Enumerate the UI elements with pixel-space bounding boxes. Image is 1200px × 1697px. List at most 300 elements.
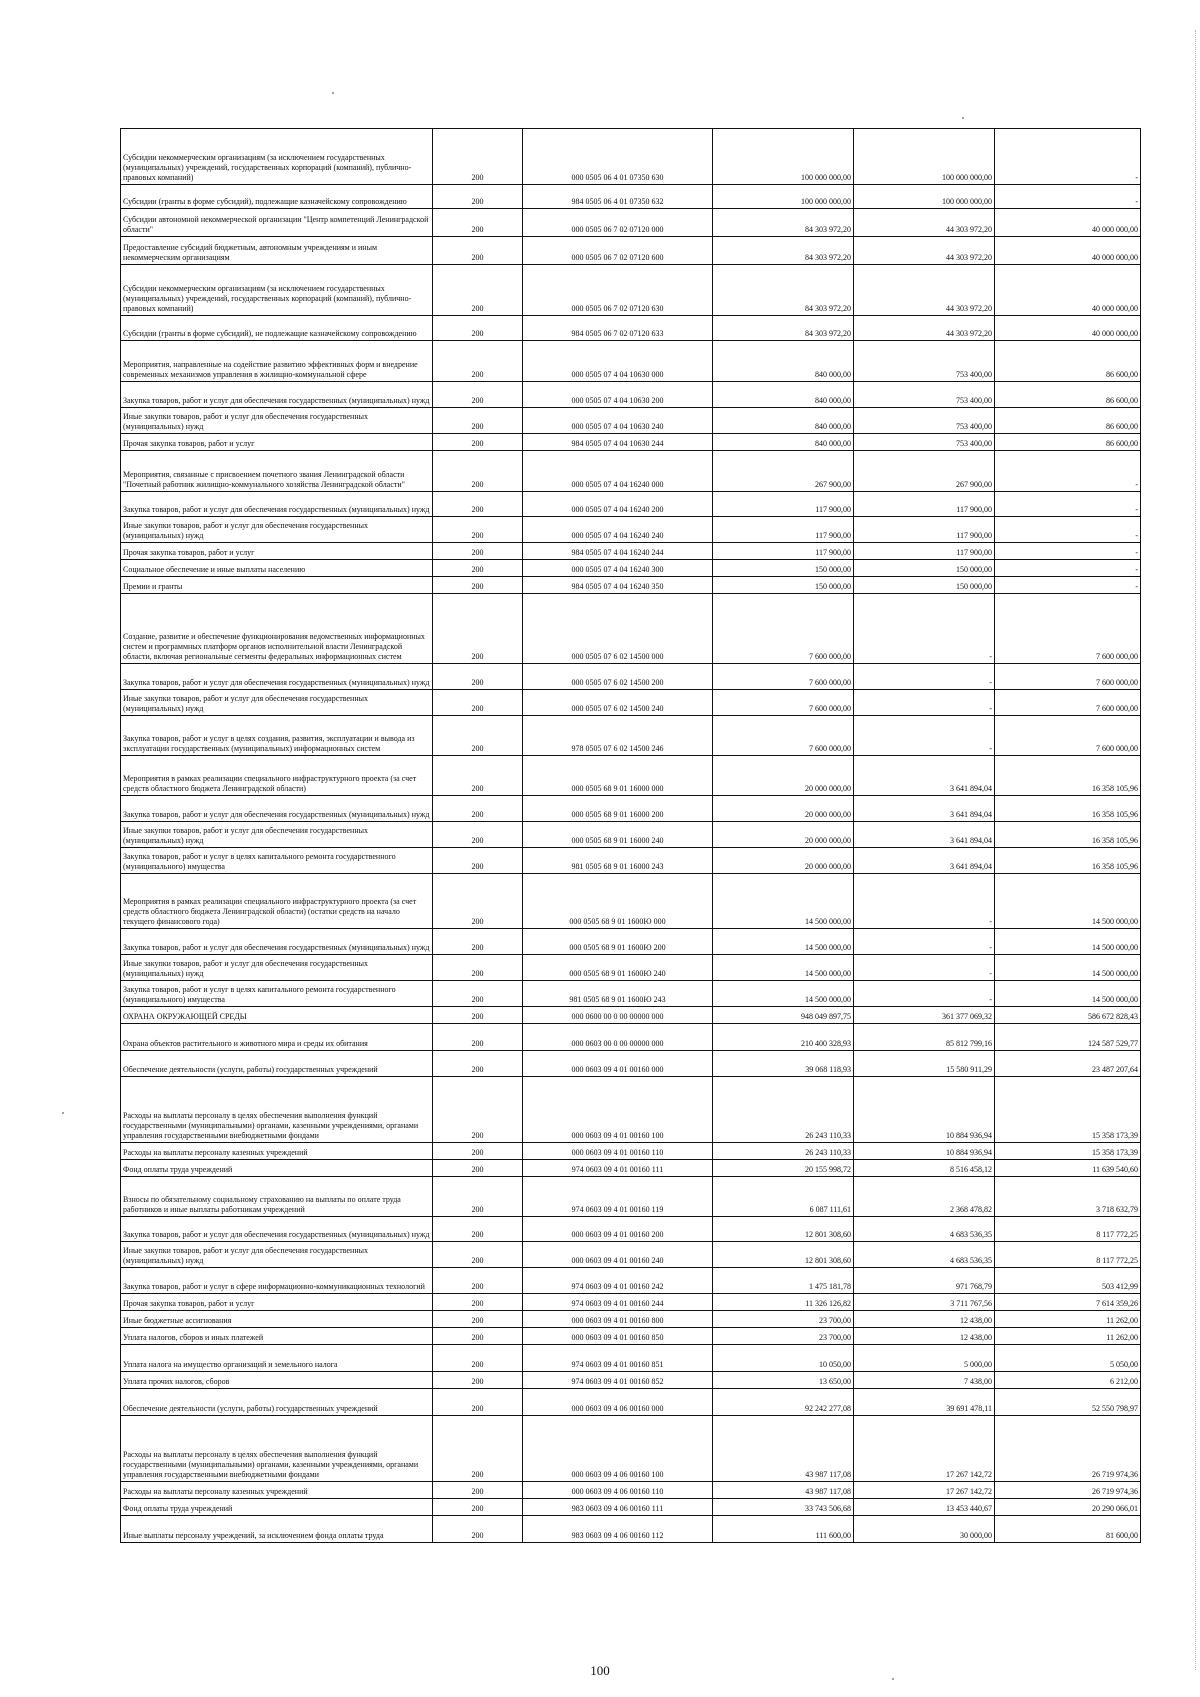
table-row (121, 1416, 1141, 1482)
table-body (121, 129, 1141, 1543)
row-unexecuted-amount-cell: - (995, 560, 1141, 577)
row-unexecuted-amount-cell: 8 117 772,25 (995, 1242, 1141, 1268)
row-executed-amount-cell: 8 516 458,12 (854, 1160, 995, 1177)
row-approved-amount-cell: 84 303 972,20 (713, 237, 854, 265)
row-classification-code-cell: 000 0603 09 4 06 00160 000 (523, 1389, 713, 1416)
table-row (121, 1294, 1141, 1311)
row-classification-code-cell: 000 0505 07 4 04 16240 300 (523, 560, 713, 577)
row-unexecuted-amount-cell: 81 600,00 (995, 1516, 1141, 1543)
row-name-cell: Иные закупки товаров, работ и услуг для обеспечения государственных (муниципальных) нужд (121, 955, 433, 981)
row-classification-code-cell: 981 0505 68 9 01 1600Ю 243 (523, 981, 713, 1007)
row-name-cell: Мероприятия в рамках реализации специального инфраструктурного проекта (за счет средств областного бюджета Ленинградской области) (остатки средств на начало текущего финансового года) (121, 874, 433, 929)
row-approved-amount-cell: 12 801 308,60 (713, 1217, 854, 1242)
row-executed-amount-cell: 17 267 142,72 (854, 1416, 995, 1482)
row-approved-amount-cell: 39 068 118,93 (713, 1051, 854, 1077)
row-line-code-cell: 200 (433, 451, 523, 492)
budget-execution-table (120, 128, 1141, 1543)
row-executed-amount-cell: 12 438,00 (854, 1328, 995, 1345)
row-name-cell: Мероприятия в рамках реализации специального инфраструктурного проекта (за счет средств областного бюджета Ленинградской области) (121, 756, 433, 796)
page-number: 100 (590, 1663, 610, 1678)
row-unexecuted-amount-cell: 503 412,99 (995, 1268, 1141, 1294)
row-executed-amount-cell: 85 812 799,16 (854, 1024, 995, 1051)
row-unexecuted-amount-cell: 40 000 000,00 (995, 265, 1141, 316)
row-classification-code-cell: 000 0603 09 4 06 00160 100 (523, 1416, 713, 1482)
row-name-cell: Закупка товаров, работ и услуг для обеспечения государственных (муниципальных) нужд (121, 382, 433, 408)
row-unexecuted-amount-cell: 16 358 105,96 (995, 756, 1141, 796)
row-name-cell: Иные закупки товаров, работ и услуг для обеспечения государственных (муниципальных) нужд (121, 1242, 433, 1268)
row-executed-amount-cell: - (854, 690, 995, 716)
row-line-code-cell: 200 (433, 874, 523, 929)
row-classification-code-cell: 000 0505 07 4 04 16240 000 (523, 451, 713, 492)
row-classification-code-cell: 974 0603 09 4 01 00160 119 (523, 1177, 713, 1217)
table-row (121, 341, 1141, 382)
table-row (121, 543, 1141, 560)
row-unexecuted-amount-cell: 7 614 359,26 (995, 1294, 1141, 1311)
row-classification-code-cell: 974 0603 09 4 01 00160 852 (523, 1372, 713, 1389)
table-row (121, 517, 1141, 543)
row-unexecuted-amount-cell: 23 487 207,64 (995, 1051, 1141, 1077)
row-name-cell: Социальное обеспечение и иные выплаты населению (121, 560, 433, 577)
row-approved-amount-cell: 267 900,00 (713, 451, 854, 492)
row-approved-amount-cell: 7 600 000,00 (713, 716, 854, 756)
row-line-code-cell: 200 (433, 1389, 523, 1416)
row-approved-amount-cell: 11 326 126,82 (713, 1294, 854, 1311)
row-classification-code-cell: 984 0505 07 4 04 16240 244 (523, 543, 713, 560)
row-classification-code-cell: 984 0505 06 7 02 07120 633 (523, 316, 713, 341)
row-name-cell: Закупка товаров, работ и услуг в сфере информационно-коммуникационных технологий (121, 1268, 433, 1294)
row-name-cell: Расходы на выплаты персоналу в целях обеспечения выполнения функций государственными (муниципальными) органами, казенными учреждениями, органами управления государственными внебюджетными фондами (121, 1416, 433, 1482)
row-unexecuted-amount-cell: - (995, 129, 1141, 185)
row-executed-amount-cell: 44 303 972,20 (854, 316, 995, 341)
row-line-code-cell: 200 (433, 265, 523, 316)
row-line-code-cell: 200 (433, 1516, 523, 1543)
row-unexecuted-amount-cell: 7 600 000,00 (995, 594, 1141, 664)
row-approved-amount-cell: 20 000 000,00 (713, 756, 854, 796)
row-line-code-cell: 200 (433, 1024, 523, 1051)
row-name-cell: ОХРАНА ОКРУЖАЮЩЕЙ СРЕДЫ (121, 1007, 433, 1024)
table-row (121, 265, 1141, 316)
row-executed-amount-cell: 3 641 894,04 (854, 756, 995, 796)
row-name-cell: Иные выплаты персоналу учреждений, за исключением фонда оплаты труда (121, 1516, 433, 1543)
row-name-cell: Субсидии некоммерческим организациям (за исключением государственных (муниципальных) учреждений, государственных корпораций (компаний), публично-правовых компаний) (121, 129, 433, 185)
row-classification-code-cell: 984 0505 07 4 04 16240 350 (523, 577, 713, 594)
row-classification-code-cell: 983 0603 09 4 06 00160 112 (523, 1516, 713, 1543)
row-line-code-cell: 200 (433, 796, 523, 822)
row-name-cell: Премии и гранты (121, 577, 433, 594)
row-line-code-cell: 200 (433, 1328, 523, 1345)
row-approved-amount-cell: 7 600 000,00 (713, 594, 854, 664)
row-approved-amount-cell: 840 000,00 (713, 382, 854, 408)
row-name-cell: Фонд оплаты труда учреждений (121, 1160, 433, 1177)
table-row (121, 1328, 1141, 1345)
row-name-cell: Предоставление субсидий бюджетным, автономным учреждениям и иным некоммерческим организациям (121, 237, 433, 265)
row-approved-amount-cell: 14 500 000,00 (713, 929, 854, 955)
table-row (121, 756, 1141, 796)
scan-speck (962, 117, 964, 119)
row-name-cell: Мероприятия, связанные с присвоением почетного звания Ленинградской области "Почетный работник жилищно-коммунального хозяйства Ленинградской области" (121, 451, 433, 492)
table-row (121, 929, 1141, 955)
row-line-code-cell: 200 (433, 1345, 523, 1372)
row-unexecuted-amount-cell: 86 600,00 (995, 382, 1141, 408)
row-line-code-cell: 200 (433, 690, 523, 716)
row-name-cell: Расходы на выплаты персоналу казенных учреждений (121, 1482, 433, 1499)
row-unexecuted-amount-cell: - (995, 517, 1141, 543)
row-classification-code-cell: 000 0505 06 7 02 07120 600 (523, 237, 713, 265)
table-row (121, 434, 1141, 451)
row-name-cell: Закупка товаров, работ и услуг для обеспечения государственных (муниципальных) нужд (121, 796, 433, 822)
row-approved-amount-cell: 100 000 000,00 (713, 185, 854, 209)
row-classification-code-cell: 000 0600 00 0 00 00000 000 (523, 1007, 713, 1024)
row-approved-amount-cell: 20 155 998,72 (713, 1160, 854, 1177)
row-line-code-cell: 200 (433, 955, 523, 981)
table-row (121, 1345, 1141, 1372)
row-name-cell: Субсидии некоммерческим организациям (за исключением государственных (муниципальных) учреждений, государственных корпораций (компаний), публично-правовых компаний) (121, 265, 433, 316)
table-row (121, 981, 1141, 1007)
row-line-code-cell: 200 (433, 1051, 523, 1077)
row-unexecuted-amount-cell: 16 358 105,96 (995, 848, 1141, 874)
table-row (121, 237, 1141, 265)
row-name-cell: Субсидии автономной некоммерческой организации "Центр компетенций Ленинградской области" (121, 209, 433, 237)
row-name-cell: Прочая закупка товаров, работ и услуг (121, 434, 433, 451)
row-executed-amount-cell: 117 900,00 (854, 543, 995, 560)
row-unexecuted-amount-cell: 8 117 772,25 (995, 1217, 1141, 1242)
row-approved-amount-cell: 10 050,00 (713, 1345, 854, 1372)
row-classification-code-cell: 000 0603 09 4 01 00160 110 (523, 1143, 713, 1160)
row-executed-amount-cell: 12 438,00 (854, 1311, 995, 1328)
row-line-code-cell: 200 (433, 341, 523, 382)
row-executed-amount-cell: 753 400,00 (854, 382, 995, 408)
row-unexecuted-amount-cell: 26 719 974,36 (995, 1416, 1141, 1482)
row-classification-code-cell: 000 0603 09 4 01 00160 800 (523, 1311, 713, 1328)
row-name-cell: Обеспечение деятельности (услуги, работы) государственных учреждений (121, 1389, 433, 1416)
row-line-code-cell: 200 (433, 129, 523, 185)
row-line-code-cell: 200 (433, 560, 523, 577)
table-row (121, 1077, 1141, 1143)
row-line-code-cell: 200 (433, 664, 523, 690)
row-name-cell: Фонд оплаты труда учреждений (121, 1499, 433, 1516)
row-classification-code-cell: 000 0505 07 6 02 14500 200 (523, 664, 713, 690)
row-unexecuted-amount-cell: - (995, 577, 1141, 594)
row-unexecuted-amount-cell: - (995, 451, 1141, 492)
table-row (121, 874, 1141, 929)
row-classification-code-cell: 974 0603 09 4 01 00160 851 (523, 1345, 713, 1372)
row-approved-amount-cell: 13 650,00 (713, 1372, 854, 1389)
row-executed-amount-cell: 5 000,00 (854, 1345, 995, 1372)
row-executed-amount-cell: 4 683 536,35 (854, 1217, 995, 1242)
row-executed-amount-cell: 10 884 936,94 (854, 1077, 995, 1143)
row-unexecuted-amount-cell: 124 587 529,77 (995, 1024, 1141, 1051)
row-line-code-cell: 200 (433, 848, 523, 874)
table-row (121, 955, 1141, 981)
row-approved-amount-cell: 43 987 117,08 (713, 1416, 854, 1482)
row-name-cell: Закупка товаров, работ и услуг для обеспечения государственных (муниципальных) нужд (121, 1217, 433, 1242)
row-name-cell: Расходы на выплаты персоналу казенных учреждений (121, 1143, 433, 1160)
row-approved-amount-cell: 840 000,00 (713, 408, 854, 434)
row-name-cell: Иные закупки товаров, работ и услуг для обеспечения государственных (муниципальных) нужд (121, 822, 433, 848)
row-executed-amount-cell: 44 303 972,20 (854, 209, 995, 237)
row-line-code-cell: 200 (433, 716, 523, 756)
row-classification-code-cell: 000 0505 68 9 01 1600Ю 240 (523, 955, 713, 981)
row-classification-code-cell: 000 0603 09 4 01 00160 200 (523, 1217, 713, 1242)
row-unexecuted-amount-cell: 14 500 000,00 (995, 929, 1141, 955)
row-approved-amount-cell: 14 500 000,00 (713, 955, 854, 981)
row-unexecuted-amount-cell: 86 600,00 (995, 341, 1141, 382)
row-executed-amount-cell: 39 691 478,11 (854, 1389, 995, 1416)
row-approved-amount-cell: 33 743 506,68 (713, 1499, 854, 1516)
row-executed-amount-cell: - (854, 716, 995, 756)
row-name-cell: Иные закупки товаров, работ и услуг для обеспечения государственных (муниципальных) нужд (121, 690, 433, 716)
row-name-cell: Создание, развитие и обеспечение функционирования ведомственных информационных систем и программных платформ органов исполнительной власти Ленинградской области, включая региональные сегменты федеральных информационных систем (121, 594, 433, 664)
row-unexecuted-amount-cell: 15 358 173,39 (995, 1077, 1141, 1143)
row-approved-amount-cell: 840 000,00 (713, 434, 854, 451)
row-classification-code-cell: 000 0603 09 4 06 00160 110 (523, 1482, 713, 1499)
row-approved-amount-cell: 117 900,00 (713, 517, 854, 543)
row-executed-amount-cell: 100 000 000,00 (854, 185, 995, 209)
row-unexecuted-amount-cell: - (995, 492, 1141, 517)
row-classification-code-cell: 984 0505 06 4 01 07350 632 (523, 185, 713, 209)
row-approved-amount-cell: 23 700,00 (713, 1311, 854, 1328)
row-line-code-cell: 200 (433, 1482, 523, 1499)
table-row (121, 560, 1141, 577)
row-unexecuted-amount-cell: 16 358 105,96 (995, 822, 1141, 848)
row-executed-amount-cell: 3 711 767,56 (854, 1294, 995, 1311)
table-row (121, 1177, 1141, 1217)
row-classification-code-cell: 000 0505 07 4 04 10630 200 (523, 382, 713, 408)
row-classification-code-cell: 000 0603 09 4 01 00160 000 (523, 1051, 713, 1077)
row-line-code-cell: 200 (433, 1177, 523, 1217)
row-unexecuted-amount-cell: 11 639 540,60 (995, 1160, 1141, 1177)
row-approved-amount-cell: 14 500 000,00 (713, 981, 854, 1007)
row-unexecuted-amount-cell: 5 050,00 (995, 1345, 1141, 1372)
row-executed-amount-cell: 7 438,00 (854, 1372, 995, 1389)
row-line-code-cell: 200 (433, 1294, 523, 1311)
row-classification-code-cell: 000 0505 68 9 01 16000 200 (523, 796, 713, 822)
row-classification-code-cell: 000 0505 07 4 04 16240 240 (523, 517, 713, 543)
row-line-code-cell: 200 (433, 1007, 523, 1024)
row-executed-amount-cell: 117 900,00 (854, 492, 995, 517)
row-executed-amount-cell: 2 368 478,82 (854, 1177, 995, 1217)
row-executed-amount-cell: 150 000,00 (854, 577, 995, 594)
row-name-cell: Иные бюджетные ассигнования (121, 1311, 433, 1328)
row-classification-code-cell: 000 0505 06 7 02 07120 000 (523, 209, 713, 237)
row-approved-amount-cell: 150 000,00 (713, 560, 854, 577)
row-line-code-cell: 200 (433, 577, 523, 594)
row-unexecuted-amount-cell: 14 500 000,00 (995, 955, 1141, 981)
row-unexecuted-amount-cell: 16 358 105,96 (995, 796, 1141, 822)
row-line-code-cell: 200 (433, 209, 523, 237)
row-line-code-cell: 200 (433, 1160, 523, 1177)
row-approved-amount-cell: 43 987 117,08 (713, 1482, 854, 1499)
row-approved-amount-cell: 84 303 972,20 (713, 209, 854, 237)
row-name-cell: Субсидии (гранты в форме субсидий), подлежащие казначейскому сопровождению (121, 185, 433, 209)
row-unexecuted-amount-cell: 11 262,00 (995, 1311, 1141, 1328)
row-classification-code-cell: 000 0603 09 4 01 00160 100 (523, 1077, 713, 1143)
row-executed-amount-cell: 3 641 894,04 (854, 848, 995, 874)
row-line-code-cell: 200 (433, 1416, 523, 1482)
row-line-code-cell: 200 (433, 408, 523, 434)
row-line-code-cell: 200 (433, 1077, 523, 1143)
row-classification-code-cell: 000 0505 68 9 01 16000 000 (523, 756, 713, 796)
row-classification-code-cell: 000 0505 07 4 04 16240 200 (523, 492, 713, 517)
row-line-code-cell: 200 (433, 822, 523, 848)
row-name-cell: Субсидии (гранты в форме субсидий), не подлежащие казначейскому сопровождению (121, 316, 433, 341)
row-executed-amount-cell: - (854, 664, 995, 690)
row-approved-amount-cell: 84 303 972,20 (713, 316, 854, 341)
table-row (121, 1372, 1141, 1389)
row-executed-amount-cell: 13 453 440,67 (854, 1499, 995, 1516)
row-line-code-cell: 200 (433, 981, 523, 1007)
row-line-code-cell: 200 (433, 1217, 523, 1242)
row-unexecuted-amount-cell: 40 000 000,00 (995, 209, 1141, 237)
row-classification-code-cell: 983 0603 09 4 06 00160 111 (523, 1499, 713, 1516)
row-classification-code-cell: 000 0505 07 4 04 10630 000 (523, 341, 713, 382)
row-classification-code-cell: 000 0505 06 4 01 07350 630 (523, 129, 713, 185)
row-line-code-cell: 200 (433, 1143, 523, 1160)
row-name-cell: Закупка товаров, работ и услуг для обеспечения государственных (муниципальных) нужд (121, 664, 433, 690)
row-unexecuted-amount-cell: 7 600 000,00 (995, 690, 1141, 716)
row-approved-amount-cell: 150 000,00 (713, 577, 854, 594)
row-name-cell: Расходы на выплаты персоналу в целях обеспечения выполнения функций государственными (муниципальными) органами, казенными учреждениями, органами управления государственными внебюджетными фондами (121, 1077, 433, 1143)
table-row (121, 209, 1141, 237)
row-executed-amount-cell: - (854, 874, 995, 929)
scan-edge-artifact (1193, 30, 1196, 1670)
row-classification-code-cell: 984 0505 07 4 04 10630 244 (523, 434, 713, 451)
row-unexecuted-amount-cell: 7 600 000,00 (995, 664, 1141, 690)
table-row (121, 1024, 1141, 1051)
row-approved-amount-cell: 948 049 897,75 (713, 1007, 854, 1024)
table-row (121, 1499, 1141, 1516)
row-line-code-cell: 200 (433, 492, 523, 517)
row-classification-code-cell: 000 0505 68 9 01 1600Ю 000 (523, 874, 713, 929)
row-executed-amount-cell: - (854, 929, 995, 955)
row-approved-amount-cell: 210 400 328,93 (713, 1024, 854, 1051)
row-unexecuted-amount-cell: - (995, 185, 1141, 209)
table-row (121, 1482, 1141, 1499)
table-row (121, 1242, 1141, 1268)
table-row (121, 1268, 1141, 1294)
row-executed-amount-cell: 15 580 911,29 (854, 1051, 995, 1077)
row-unexecuted-amount-cell: 7 600 000,00 (995, 716, 1141, 756)
row-classification-code-cell: 000 0505 06 7 02 07120 630 (523, 265, 713, 316)
table-row (121, 716, 1141, 756)
row-unexecuted-amount-cell: 586 672 828,43 (995, 1007, 1141, 1024)
row-approved-amount-cell: 117 900,00 (713, 543, 854, 560)
row-line-code-cell: 200 (433, 316, 523, 341)
row-executed-amount-cell: 10 884 936,94 (854, 1143, 995, 1160)
row-executed-amount-cell: 4 683 536,35 (854, 1242, 995, 1268)
row-executed-amount-cell: - (854, 955, 995, 981)
row-unexecuted-amount-cell: 14 500 000,00 (995, 981, 1141, 1007)
table-row (121, 185, 1141, 209)
row-executed-amount-cell: 753 400,00 (854, 408, 995, 434)
row-name-cell: Закупка товаров, работ и услуг для обеспечения государственных (муниципальных) нужд (121, 492, 433, 517)
row-unexecuted-amount-cell: - (995, 543, 1141, 560)
row-name-cell: Прочая закупка товаров, работ и услуг (121, 1294, 433, 1311)
row-executed-amount-cell: 117 900,00 (854, 517, 995, 543)
row-line-code-cell: 200 (433, 1242, 523, 1268)
row-unexecuted-amount-cell: 40 000 000,00 (995, 237, 1141, 265)
row-executed-amount-cell: 44 303 972,20 (854, 237, 995, 265)
scan-speck (62, 1112, 64, 1114)
table-row (121, 1311, 1141, 1328)
table-row (121, 848, 1141, 874)
row-name-cell: Закупка товаров, работ и услуг в целях капитального ремонта государственного (муниципального) имущества (121, 848, 433, 874)
row-executed-amount-cell: 753 400,00 (854, 341, 995, 382)
table-row (121, 316, 1141, 341)
row-unexecuted-amount-cell: 86 600,00 (995, 408, 1141, 434)
scan-speck (332, 92, 334, 94)
table-row (121, 129, 1141, 185)
row-approved-amount-cell: 20 000 000,00 (713, 796, 854, 822)
row-line-code-cell: 200 (433, 237, 523, 265)
table-row (121, 1389, 1141, 1416)
row-name-cell: Иные закупки товаров, работ и услуг для обеспечения государственных (муниципальных) нужд (121, 517, 433, 543)
row-line-code-cell: 200 (433, 185, 523, 209)
row-executed-amount-cell: 3 641 894,04 (854, 796, 995, 822)
row-executed-amount-cell: 753 400,00 (854, 434, 995, 451)
row-name-cell: Взносы по обязательному социальному страхованию на выплаты по оплате труда работников и иные выплаты работникам учреждений (121, 1177, 433, 1217)
row-name-cell: Закупка товаров, работ и услуг в целях создания, развития, эксплуатации и вывода из эксплуатации государственных (муниципальных) информационных систем (121, 716, 433, 756)
row-approved-amount-cell: 1 475 181,78 (713, 1268, 854, 1294)
row-approved-amount-cell: 26 243 110,33 (713, 1077, 854, 1143)
row-executed-amount-cell: 30 000,00 (854, 1516, 995, 1543)
table-row (121, 577, 1141, 594)
row-approved-amount-cell: 7 600 000,00 (713, 690, 854, 716)
row-approved-amount-cell: 23 700,00 (713, 1328, 854, 1345)
table-row (121, 1516, 1141, 1543)
table-row (121, 664, 1141, 690)
table-row (121, 408, 1141, 434)
table-row (121, 1160, 1141, 1177)
table-row (121, 492, 1141, 517)
row-executed-amount-cell: 971 768,79 (854, 1268, 995, 1294)
row-classification-code-cell: 000 0505 68 9 01 16000 240 (523, 822, 713, 848)
row-classification-code-cell: 978 0505 07 6 02 14500 246 (523, 716, 713, 756)
row-name-cell: Охрана объектов растительного и животного мира и среды их обитания (121, 1024, 433, 1051)
row-executed-amount-cell: 3 641 894,04 (854, 822, 995, 848)
row-approved-amount-cell: 117 900,00 (713, 492, 854, 517)
row-unexecuted-amount-cell: 3 718 632,79 (995, 1177, 1141, 1217)
row-executed-amount-cell: - (854, 981, 995, 1007)
row-approved-amount-cell: 100 000 000,00 (713, 129, 854, 185)
row-unexecuted-amount-cell: 20 290 066,01 (995, 1499, 1141, 1516)
table-row (121, 1051, 1141, 1077)
row-line-code-cell: 200 (433, 1499, 523, 1516)
row-unexecuted-amount-cell: 6 212,00 (995, 1372, 1141, 1389)
row-name-cell: Уплата налогов, сборов и иных платежей (121, 1328, 433, 1345)
row-approved-amount-cell: 26 243 110,33 (713, 1143, 854, 1160)
table-row (121, 690, 1141, 716)
row-unexecuted-amount-cell: 14 500 000,00 (995, 874, 1141, 929)
table-row (121, 1143, 1141, 1160)
row-classification-code-cell: 000 0505 07 4 04 10630 240 (523, 408, 713, 434)
table-row (121, 1217, 1141, 1242)
row-line-code-cell: 200 (433, 517, 523, 543)
row-line-code-cell: 200 (433, 543, 523, 560)
row-line-code-cell: 200 (433, 756, 523, 796)
row-classification-code-cell: 000 0505 07 6 02 14500 000 (523, 594, 713, 664)
row-classification-code-cell: 000 0505 07 6 02 14500 240 (523, 690, 713, 716)
row-name-cell: Мероприятия, направленные на содействие развитию эффективных форм и внедрение современных механизмов управления в жилищно-коммунальной сфере (121, 341, 433, 382)
row-classification-code-cell: 000 0603 00 0 00 00000 000 (523, 1024, 713, 1051)
row-classification-code-cell: 000 0505 68 9 01 1600Ю 200 (523, 929, 713, 955)
row-name-cell: Обеспечение деятельности (услуги, работы) государственных учреждений (121, 1051, 433, 1077)
row-approved-amount-cell: 20 000 000,00 (713, 822, 854, 848)
row-name-cell: Иные закупки товаров, работ и услуг для обеспечения государственных (муниципальных) нужд (121, 408, 433, 434)
row-executed-amount-cell: 17 267 142,72 (854, 1482, 995, 1499)
row-classification-code-cell: 000 0603 09 4 01 00160 240 (523, 1242, 713, 1268)
row-line-code-cell: 200 (433, 434, 523, 451)
